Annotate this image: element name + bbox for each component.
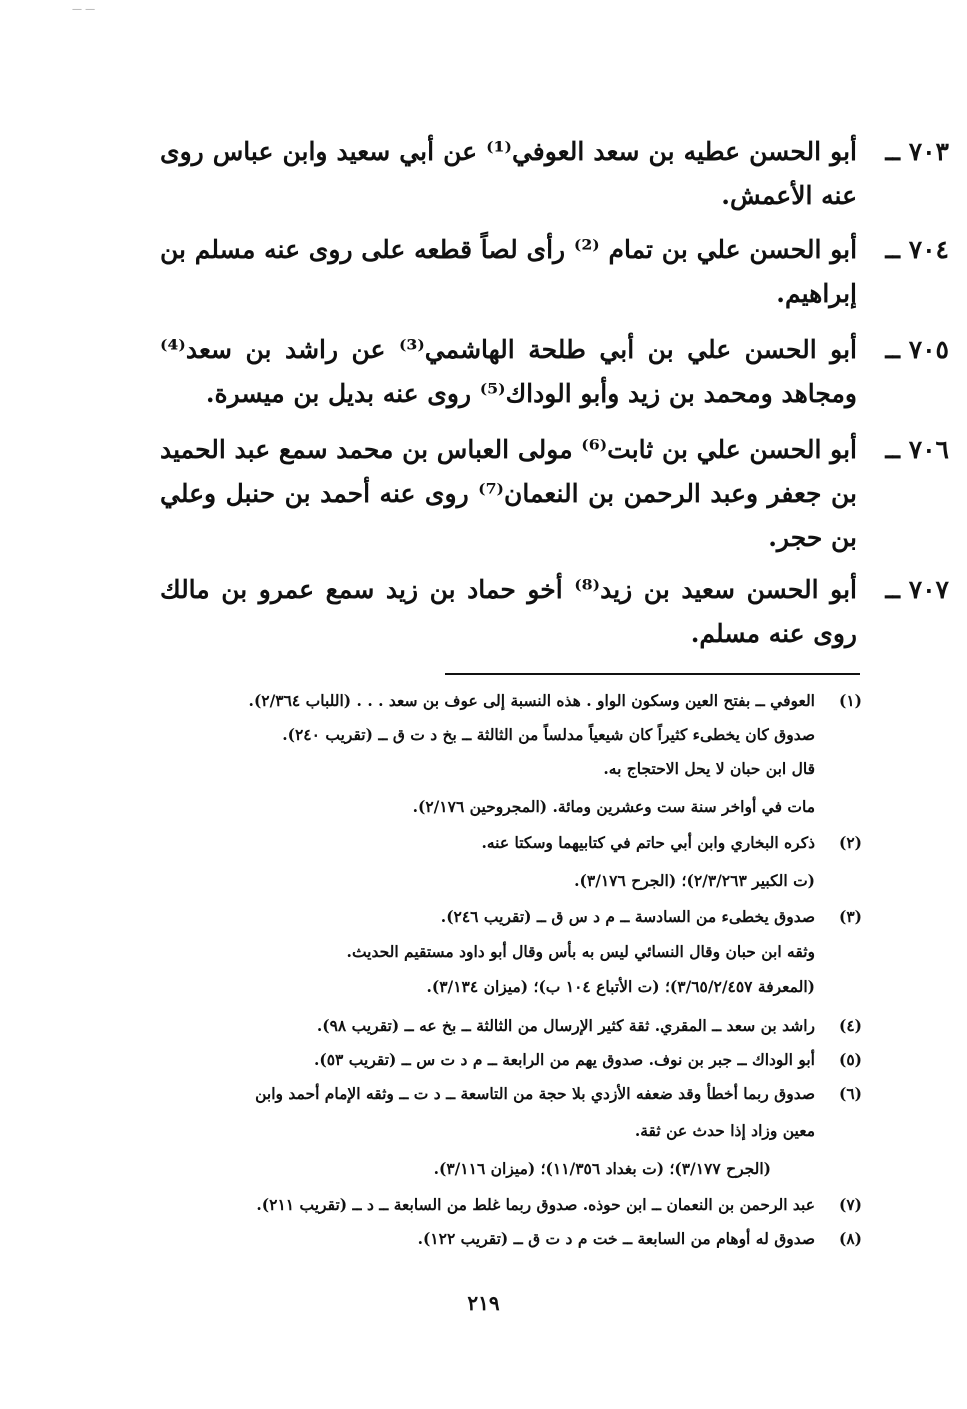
footnote-number: (٣) — [838, 907, 862, 926]
entry-707 — [160, 568, 949, 656]
footnote-number: (٤) — [838, 1016, 862, 1035]
entry-705 — [160, 328, 949, 416]
entry-number: ٧٠٤ ــ — [885, 235, 949, 264]
footnote-number: (٧) — [838, 1195, 862, 1214]
entry-703 — [160, 130, 949, 218]
footnote-line: قال ابن حبان لا يحل الاحتجاج به. — [603, 759, 815, 778]
entry-number: ٧٠٥ ــ — [885, 335, 949, 364]
entry-706 — [160, 428, 949, 560]
footnote-line: (المعرفة ٣/٦٥/٢/٤٥٧)؛ (ت الأتباع ١٠٤ ب)؛ (ميزان ٣/١٣٤). — [426, 977, 815, 996]
footnote-line: مات في أواخر سنة ست وعشرين ومائة. (المجروحين ٢/١٧٦). — [412, 797, 815, 816]
footnote-number: (٦) — [838, 1084, 862, 1103]
footnote-line: صدوق كان يخطىء كثيراً كان شيعياً مدلساً من الثالثة ــ بخ د ت ق ــ (تقريب ٢٤٠). — [282, 725, 815, 744]
page-number: ٢١٩ — [467, 1291, 500, 1315]
entry-text: أبو الحسن سعيد بن زيد⁽⁸⁾ أخو حماد بن زيد سمع عمرو بن مالك روى عنه مسلم. — [160, 575, 857, 648]
footnote-number: (٥) — [838, 1050, 862, 1069]
footnote-line: صدوق له أوهام من السابعة ــ خت م د ت ق ــ (تقريب ١٢٢). — [417, 1229, 815, 1248]
entry-text: أبو الحسن عطيه بن سعد العوفي⁽¹⁾ عن أبي سعيد وابن عباس روى عنه الأعمش. — [160, 137, 857, 210]
footnote-line: راشد بن سعد ــ المقري. ثقة كثير الإرسال من الثالثة ــ بخ عه ــ (تقريب ٩٨). — [316, 1016, 815, 1035]
footnote-line: صدوق يخطىء من السادسة ــ م د س ق ــ (تقريب ٢٤٦). — [440, 907, 815, 926]
footnote-line: ذكره البخاري وابن أبي حاتم في كتابيهما وسكتا عنه. — [481, 833, 815, 852]
footnote-line: عبد الرحمن بن النعمان ــ ابن حوذه. صدوق ربما غلط من السابعة ــ د ــ (تقريب ٢١١). — [256, 1195, 815, 1214]
footnote-line: أبو الوداك ــ جبر بن نوف. صدوق يهم من الرابعة ــ م د ت س ــ (تقريب ٥٣). — [314, 1050, 815, 1069]
entry-number: ٧٠٦ ــ — [885, 435, 949, 464]
footnote-line: (الجرح ٣/١٧٧)؛ (ت بغداد ١١/٣٥٦)؛ (ميزان ٣/١١٦). — [433, 1159, 771, 1178]
footnote-number: (٢) — [838, 833, 862, 852]
entry-text: أبو الحسن علي بن تمام ⁽²⁾ رأى لصاً قطعه على روى عنه مسلم بن إبراهيم. — [160, 235, 858, 308]
entry-number: ٧٠٧ ــ — [885, 575, 949, 604]
footnote-separator — [445, 673, 860, 675]
footnote-line: صدوق ربما أخطأ وقد ضعفه الأزدي بلا حجة من التاسعة ــ د ت ــ وثقه الإمام أحمد وابن — [255, 1084, 815, 1103]
footnote-line: العوفي ــ بفتح العين وسكون الواو . هذه النسبة إلى عوف بن سعد . . . (اللباب ٢/٣٦٤). — [248, 691, 815, 710]
footnote-line: (ت الكبير ٢/٣/٢٦٣)؛ (الجرح ٣/١٧٦). — [574, 871, 815, 890]
scan-marks: — — — [72, 4, 96, 15]
entry-text: أبو الحسن علي بن ثابت⁽⁶⁾ مولى العباس بن محمد سمع عبد الحميد بن جعفر وعبد الرحمن بن النعمان⁽⁷⁾ روى عنه أحمد بن حنبل وعلي بن حجر. — [160, 435, 858, 552]
entry-text: أبو الحسن علي بن أبي طلحة الهاشمي⁽³⁾ عن راشد بن سعد⁽⁴⁾ ومجاهد ومحمد بن زيد وأبو الوداك⁽⁵⁾ روى عنه بديل بن ميسرة. — [160, 335, 857, 408]
footnote-line: وثقه ابن حبان وقال النسائي ليس به بأس وقال أبو داود مستقيم الحديث. — [346, 942, 815, 961]
entry-number: ٧٠٣ ــ — [885, 137, 949, 166]
footnote-number: (١) — [838, 691, 862, 710]
entry-704 — [160, 228, 949, 316]
footnote-number: (٨) — [838, 1229, 862, 1248]
footnote-line: معين وزاد إذا حدث عن ثقة. — [634, 1121, 815, 1140]
